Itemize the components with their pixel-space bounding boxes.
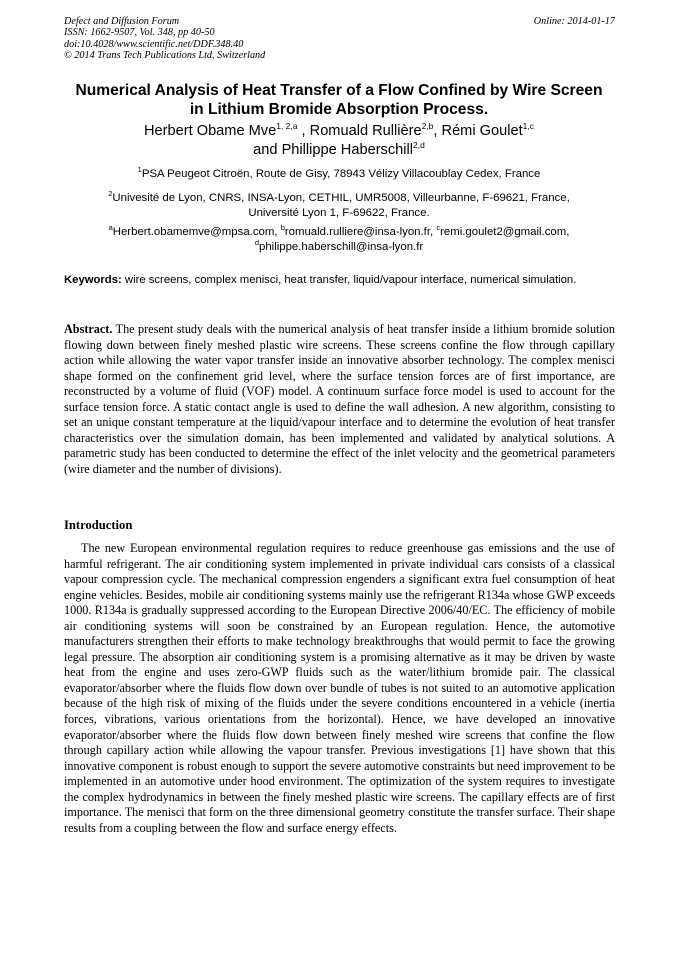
author-affiliation-mark: 2,d (413, 140, 425, 150)
author-name: Herbert Obame Mve (144, 123, 277, 139)
abstract-label: Abstract. (64, 322, 113, 336)
author-conjunction: and (253, 142, 282, 158)
author-line-1 (40, 122, 638, 141)
author-affiliation-mark: 2,b (421, 121, 434, 131)
email-address: Herbert.obamemve@mpsa.com, (112, 226, 281, 238)
author-name: Rémi Goulet (441, 123, 523, 139)
affiliation-mark: 2 (108, 189, 113, 198)
title-line-1: Numerical Analysis of Heat Transfer of a Flow Confined by Wire Screen (75, 82, 603, 99)
author-emails (60, 225, 618, 255)
email-line (60, 237, 618, 255)
affiliation-1 (60, 167, 618, 182)
author-line-2 (40, 141, 638, 160)
introduction-paragraph: The new European environmental regulation requires to reduce greenhouse gas emissions and the use of harmful refrigerant. The air conditioning system implemented in private individual cars consists of a classical vapour compression cycle. The mechanical compression engenders a significant extra fuel consumption of heat engine vehicles. Besides, mobile air conditioning systems mainly use the refrigerant R134a whose GWP exceeds 1000. R134a is gradually suppressed according to the European Directive 2006/40/EC. The efficiency of mobile air conditioning systems will soon be constrained by an European regulation. Hence, the automotive manufacturers strengthen their efforts to make technology breakthroughs that would permit to face the growing legal pressure. The absorption air conditioning system is a promising alternative as it may be driven by waste heat from the engine and uses zero-GWP fluids such as the water/lithium bromide pair. The classical evaporator/absorber where the fluids flow down over bundle of tubes is not suited to an automotive application because of the high risk of mixing of the fluids under the severe conditions encountered in a vehicle (inertia forces, vibrations, various orientations from the horizontal). Hence, we have developed an innovative evaporator/absorber where the fluids flow down between finely meshed wire screens that confine the flow through capillary action while allowing the vapour transfer. Previous investigations [1] have shown that this innovative component is robust enough to support the severe automotive constraints but need improvement to be implemented in an automotive under hood environment. The optimization of the system requires to investigate the complex hydrodynamics in between the finely meshed plastic wire screens. The capillary effects are of first importance. The menisci that form on the three dimensional geometry constitute the transfer surface. Their shape results from a coupling between the flow and surface energy effects. (64, 541, 615, 835)
section-heading-introduction: Introduction (64, 518, 133, 532)
email-mark: c (436, 223, 441, 232)
affiliation-text: Univesité de Lyon, CNRS, INSA-Lyon, CETHIL, UMR5008, Villeurbanne, F-69621, France, (112, 192, 570, 204)
copyright-line: © 2014 Trans Tech Publications Ltd, Switzerland (64, 50, 266, 62)
author-list (40, 122, 638, 160)
doi-line: doi:10.4028/www.scientific.net/DDF.348.40 (64, 38, 244, 50)
journal-header (64, 16, 615, 62)
affiliation-2 (60, 191, 618, 221)
abstract-paragraph (64, 322, 615, 477)
affiliation-line (60, 191, 618, 206)
author-separator: , (297, 123, 310, 139)
keywords-label: Keywords: (64, 274, 122, 286)
author-separator: , (433, 123, 442, 139)
affiliation-line: Université Lyon 1, F-69622, France. (248, 206, 430, 219)
keywords-paragraph (64, 273, 615, 289)
author-affiliation-mark: 1, 2,a (276, 121, 298, 131)
email-address: philippe.haberschill@insa-lyon.fr (259, 240, 424, 253)
email-mark: b (280, 223, 285, 232)
author-affiliation-mark: 1,c (522, 121, 534, 131)
author-name: Romuald Rullière (309, 123, 422, 139)
email-mark: a (108, 223, 113, 232)
title-line-2: in Lithium Bromide Absorption Process. (189, 100, 489, 118)
paper-title (40, 82, 638, 119)
email-address: romuald.rulliere@insa-lyon.fr, (284, 226, 437, 238)
keywords-text: wire screens, complex menisci, heat transfer, liquid/vapour interface, numerical simulation. (121, 274, 577, 286)
affiliation-mark: 1 (137, 165, 142, 174)
journal-name: Defect and Diffusion Forum (64, 16, 180, 27)
author-name: Phillippe Haberschill (281, 142, 413, 158)
online-date: Online: 2014-01-17 (533, 16, 615, 27)
email-mark: d (254, 237, 259, 247)
issn-line: ISSN: 1662-9507, Vol. 348, pp 40-50 (64, 27, 215, 39)
abstract-text: The present study deals with the numerical analysis of heat transfer inside a lithium bromide solution flowing down between finely meshed plastic wire screens. These screens confine the flow through capillary action while allowing the water vapor transfer inside an innovative absorber technology. The complex menisci shape formed on the confinement grid level, where the surface tension forces are of first importance, are reconstructed by a volume of fluid (VOF) model. A continuum surface force model is used to account for the surface tension force. A static contact angle is used to define the wall adhesion. A new algorithm, consisting to set an unique constant temperature at the liquid/vapour interface and to determine the evolution of heat transfer characteristics over the simulation domain, has been implemented and validated by analytical solutions. A parametric study has been conducted to determine the effect of the inlet velocity and the geometrical parameters (wire diameter and the number of divisions). (64, 322, 615, 476)
email-line (60, 225, 618, 240)
email-address: remi.goulet2@gmail.com, (440, 226, 570, 238)
affiliation-text: PSA Peugeot Citroën, Route de Gisy, 78943 Vélizy Villacoublay Cedex, France (141, 168, 541, 180)
